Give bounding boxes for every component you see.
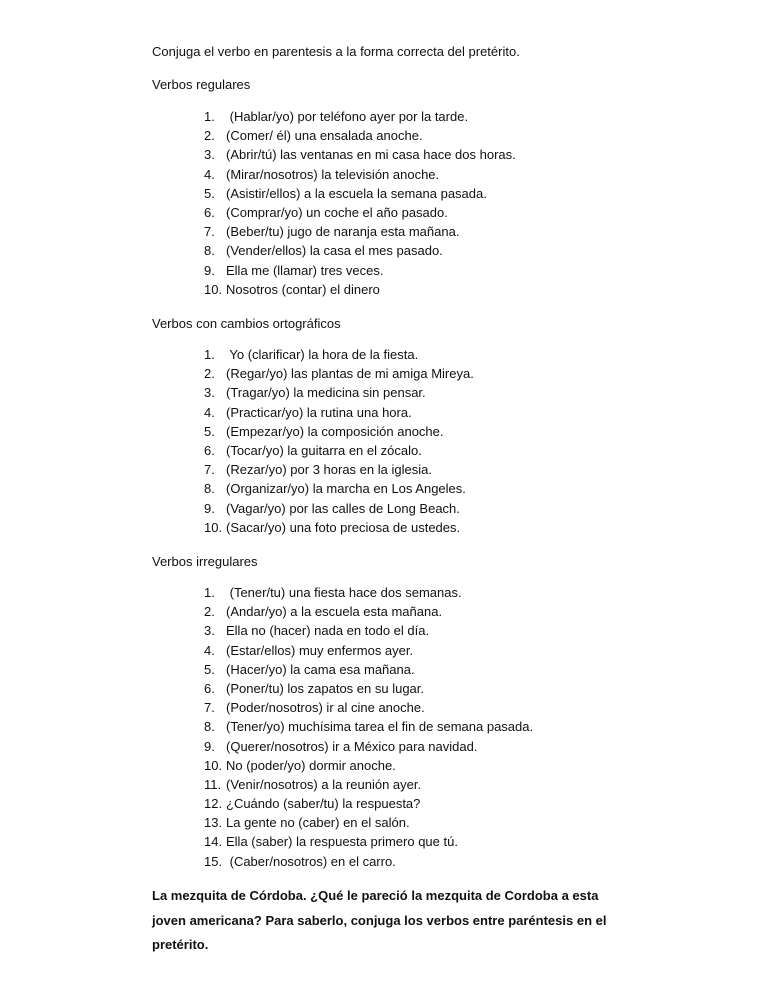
list-item	[204, 261, 516, 280]
item-text: (Practicar/yo) la rutina una hora.	[226, 404, 412, 420]
item-number: 4.	[204, 404, 215, 420]
list-item	[204, 852, 533, 871]
list-item	[204, 756, 533, 775]
item-number: 9.	[204, 738, 215, 754]
item-number: 9.	[204, 262, 215, 278]
item-text: (Comprar/yo) un coche el año pasado.	[226, 204, 448, 220]
list-item	[204, 403, 474, 422]
item-text: (Poner/tu) los zapatos en su lugar.	[226, 680, 425, 696]
list-item	[204, 345, 474, 364]
item-number: 10.	[204, 281, 223, 297]
list-item	[204, 602, 533, 621]
item-number: 7.	[204, 462, 215, 478]
item-number: 4.	[204, 166, 215, 182]
list-item	[204, 383, 474, 402]
item-number: 3.	[204, 147, 215, 163]
item-text: (Vender/ellos) la casa el mes pasado.	[226, 243, 443, 259]
item-text: No (poder/yo) dormir anoche.	[226, 757, 396, 773]
list-item	[204, 717, 533, 736]
item-number: 2.	[204, 128, 215, 144]
item-number: 7.	[204, 700, 215, 716]
item-text: (Hablar/yo) por teléfono ayer por la tarde.	[226, 109, 469, 124]
list-item	[204, 621, 533, 640]
item-text: (Mirar/nosotros) la televisión anoche.	[226, 166, 440, 182]
list-item	[204, 441, 474, 460]
item-number: 7.	[204, 224, 215, 240]
list-item	[204, 775, 533, 794]
item-text: (Hacer/yo) la cama esa mañana.	[226, 661, 415, 677]
item-number: 13.	[204, 815, 223, 831]
list-item	[204, 698, 533, 717]
item-text: (Querer/nosotros) ir a México para navidad.	[226, 738, 478, 754]
item-text: (Vagar/yo) por las calles de Long Beach.	[226, 500, 460, 516]
list-item	[204, 832, 533, 851]
list-item	[204, 203, 516, 222]
list-irregulares	[204, 583, 533, 871]
item-text: (Rezar/yo) por 3 horas en la iglesia.	[226, 462, 432, 478]
item-number: 12.	[204, 796, 223, 812]
list-regulares	[204, 107, 516, 299]
closing-paragraph: La mezquita de Córdoba. ¿Qué le pareció la mezquita de Cordoba a esta joven americana? Para saberlo, conjuga los verbos entre paréntesis en el pretérito.	[152, 888, 607, 952]
item-text: La gente no (caber) en el salón.	[226, 815, 410, 831]
item-text: Ella no (hacer) nada en todo el día.	[226, 623, 430, 639]
item-text: (Empezar/yo) la composición anoche.	[226, 423, 444, 439]
item-number: 1.	[204, 109, 215, 124]
item-number: 4.	[204, 642, 215, 658]
item-number: 10.	[204, 757, 223, 773]
list-item	[204, 165, 516, 184]
item-number: 15.	[204, 853, 223, 869]
item-number: 1.	[204, 585, 215, 600]
list-item	[204, 460, 474, 479]
item-text: (Sacar/yo) una foto preciosa de ustedes.	[226, 519, 461, 535]
item-number: 8.	[204, 481, 215, 497]
list-item	[204, 641, 533, 660]
instructions: Conjuga el verbo en parentesis a la forma correcta del pretérito.	[152, 44, 520, 59]
list-item	[204, 422, 474, 441]
item-text: Nosotros (contar) el dinero	[226, 281, 380, 297]
item-number: 10.	[204, 519, 223, 535]
list-item	[204, 184, 516, 203]
item-text: (Caber/nosotros) en el carro.	[226, 853, 396, 869]
list-item	[204, 813, 533, 832]
item-number: 11.	[204, 776, 222, 792]
section-heading-irregulares: Verbos irregulares	[152, 554, 258, 569]
item-number: 6.	[204, 442, 215, 458]
list-item	[204, 479, 474, 498]
item-number: 1.	[204, 347, 215, 362]
item-text: (Tocar/yo) la guitarra en el zócalo.	[226, 442, 422, 458]
list-ortograficos	[204, 345, 474, 537]
item-text: (Estar/ellos) muy enfermos ayer.	[226, 642, 414, 658]
item-number: 3.	[204, 623, 215, 639]
item-text: (Regar/yo) las plantas de mi amiga Mireya.	[226, 366, 474, 382]
item-text: Yo (clarificar) la hora de la fiesta.	[226, 347, 419, 362]
item-number: 8.	[204, 243, 215, 259]
item-text: (Venir/nosotros) a la reunión ayer.	[226, 776, 422, 792]
section-heading-regulares: Verbos regulares	[152, 77, 251, 92]
item-number: 2.	[204, 366, 215, 382]
item-number: 3.	[204, 385, 215, 401]
list-item	[204, 518, 474, 537]
item-number: 2.	[204, 604, 215, 620]
list-item	[204, 364, 474, 383]
list-item	[204, 660, 533, 679]
item-number: 5.	[204, 185, 215, 201]
item-text: (Comer/ él) una ensalada anoche.	[226, 128, 423, 144]
list-item	[204, 222, 516, 241]
item-text: (Asistir/ellos) a la escuela la semana pasada.	[226, 185, 487, 201]
item-number: 14.	[204, 834, 223, 850]
list-item	[204, 583, 533, 602]
item-text: Ella me (llamar) tres veces.	[226, 262, 384, 278]
item-number: 6.	[204, 204, 215, 220]
item-text: (Organizar/yo) la marcha en Los Angeles.	[226, 481, 466, 497]
item-number: 6.	[204, 680, 215, 696]
item-number: 8.	[204, 719, 215, 735]
list-item	[204, 679, 533, 698]
list-item	[204, 499, 474, 518]
list-item	[204, 737, 533, 756]
item-number: 5.	[204, 423, 215, 439]
section-heading-ortograficos: Verbos con cambios ortográficos	[152, 316, 341, 331]
item-text: (Andar/yo) a la escuela esta mañana.	[226, 604, 443, 620]
item-text: ¿Cuándo (saber/tu) la respuesta?	[226, 796, 421, 812]
list-item	[204, 145, 516, 164]
item-text: (Beber/tu) jugo de naranja esta mañana.	[226, 224, 460, 240]
list-item	[204, 126, 516, 145]
item-number: 9.	[204, 500, 215, 516]
list-item	[204, 794, 533, 813]
list-item	[204, 280, 516, 299]
item-text: (Tener/yo) muchísima tarea el fin de semana pasada.	[226, 719, 534, 735]
item-text: Ella (saber) la respuesta primero que tú.	[226, 834, 458, 850]
item-number: 5.	[204, 661, 215, 677]
item-text: (Abrir/tú) las ventanas en mi casa hace dos horas.	[226, 147, 516, 163]
item-text: (Tener/tu) una fiesta hace dos semanas.	[226, 585, 462, 600]
list-item	[204, 107, 516, 126]
item-text: (Poder/nosotros) ir al cine anoche.	[226, 700, 425, 716]
list-item	[204, 241, 516, 260]
item-text: (Tragar/yo) la medicina sin pensar.	[226, 385, 426, 401]
